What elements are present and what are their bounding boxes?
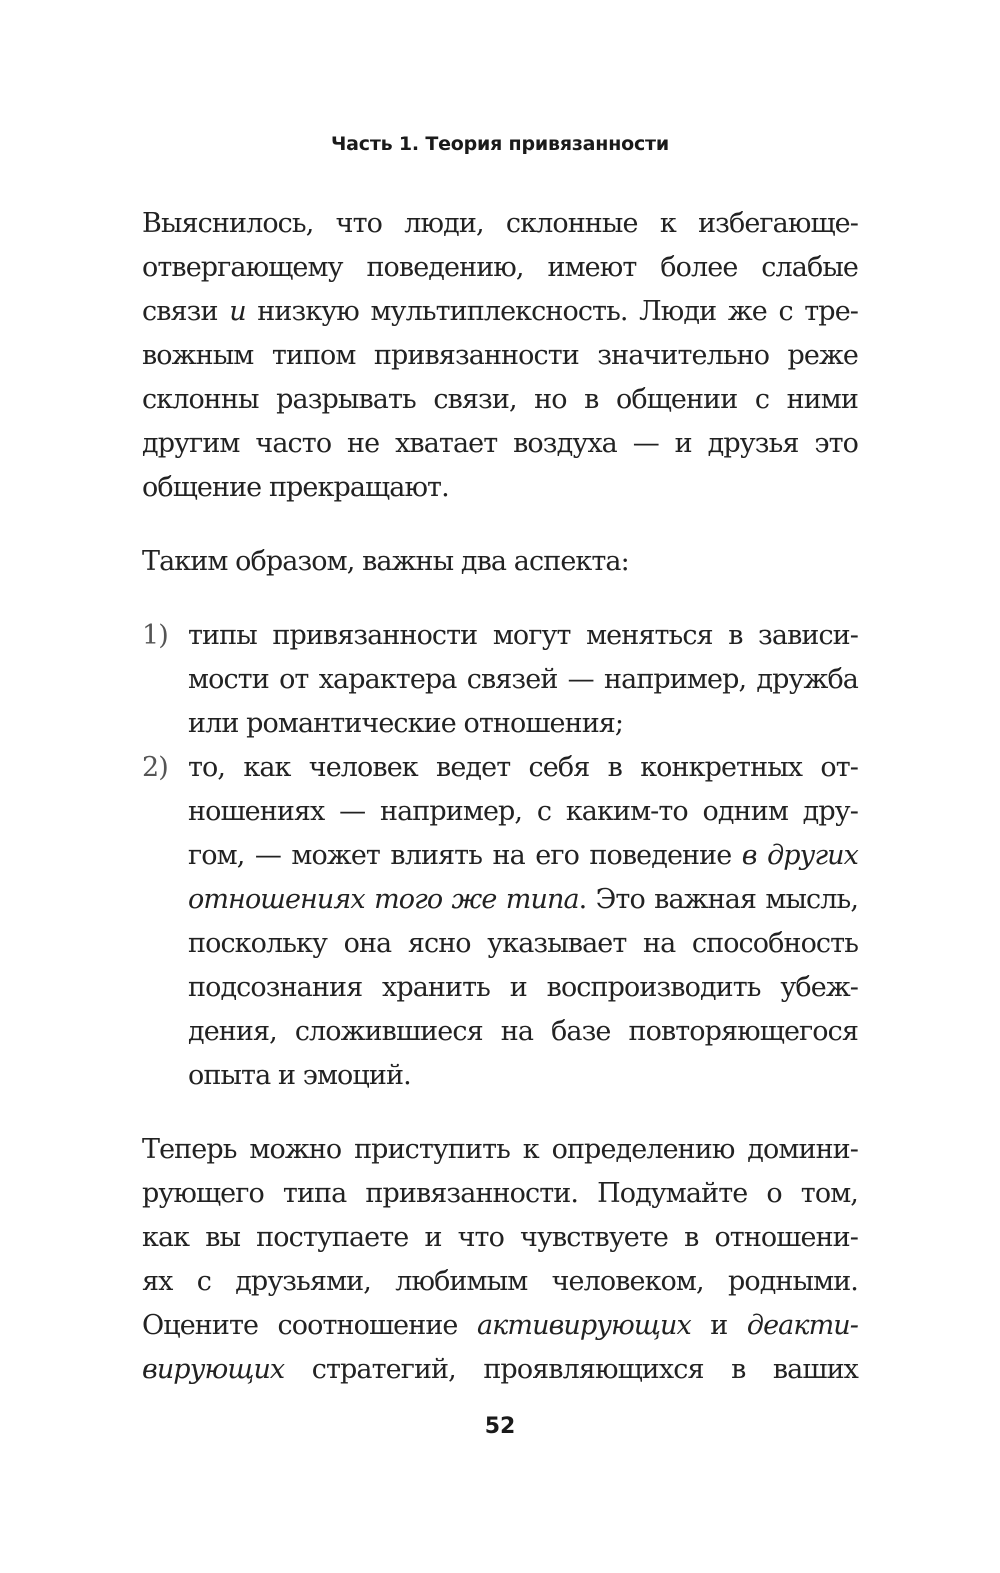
- text-line: [188, 834, 858, 878]
- text-line: другим часто не хватает воздуха — и друзья это: [142, 428, 858, 459]
- text-line: [142, 290, 858, 334]
- text-line: Выяснилось, что люди, склонные к избегающе-: [142, 208, 858, 239]
- page-number: 52: [484, 1414, 516, 1439]
- text-line: типы привязанности могут меняться в зависи-: [188, 620, 858, 651]
- text-line: дения, сложившиеся на базе повторяющегося: [188, 1016, 858, 1047]
- text-line: как вы поступаете и что чувствуете в отношени-: [142, 1222, 858, 1253]
- text-fragment: . Это важная мысль,: [578, 884, 859, 915]
- text-line: Теперь можно приступить к определению домини-: [142, 1134, 858, 1165]
- text-line: [142, 1348, 858, 1392]
- numbered-list: [142, 614, 858, 1098]
- body-text: [142, 202, 858, 1392]
- text-line: мости от характера связей — например, дружба: [188, 664, 858, 695]
- italic-fragment: деакти-: [746, 1310, 858, 1341]
- text-fragment: низкую мультиплексность. Люди же с тре-: [257, 296, 858, 327]
- list-number: 1): [142, 620, 168, 651]
- text-line: Таким образом, важны два аспекта:: [142, 546, 629, 577]
- italic-fragment: и: [229, 296, 246, 327]
- text-fragment: и: [710, 1310, 728, 1341]
- list-number: 2): [142, 752, 168, 783]
- paragraph-1: [142, 202, 858, 510]
- text-line: подсознания хранить и воспроизводить убеж-: [188, 972, 858, 1003]
- text-line: ношениях — например, с каким-то одним дру-: [188, 796, 858, 827]
- text-line: опыта и эмоций.: [188, 1060, 411, 1091]
- text-line: вожным типом привязанности значительно реже: [142, 340, 858, 371]
- italic-fragment: отношениях того же типа: [188, 884, 579, 915]
- text-line: общение прекращают.: [142, 472, 449, 503]
- text-line: или романтические отношения;: [188, 708, 624, 739]
- running-head: Часть 1. Теория привязанности: [331, 133, 669, 155]
- text-fragment: гом, — может влиять на его поведение: [188, 840, 732, 871]
- text-fragment: стратегий, проявляющихся в ваших: [311, 1354, 858, 1385]
- text-line: то, как человек ведет себя в конкретных от-: [188, 752, 858, 783]
- text-line: склонны разрывать связи, но в общении с ними: [142, 384, 858, 415]
- text-line: отвергающему поведению, имеют более слабые: [142, 252, 858, 283]
- italic-fragment: вирующих: [142, 1354, 285, 1385]
- text-line: ях с друзьями, любимым человеком, родными.: [142, 1266, 858, 1297]
- text-line: поскольку она ясно указывает на способность: [188, 928, 858, 959]
- list-item: [142, 614, 858, 746]
- paragraph-2: [142, 540, 858, 584]
- list-item: [142, 746, 858, 1098]
- text-line: рующего типа привязанности. Подумайте о том,: [142, 1178, 858, 1209]
- text-line: [188, 878, 858, 922]
- text-line: [142, 1304, 858, 1348]
- text-fragment: Оцените соотношение: [142, 1310, 458, 1341]
- paragraph-3: [142, 1128, 858, 1392]
- italic-fragment: в других: [741, 840, 859, 871]
- italic-fragment: активирующих: [476, 1310, 691, 1341]
- text-fragment: связи: [142, 296, 218, 327]
